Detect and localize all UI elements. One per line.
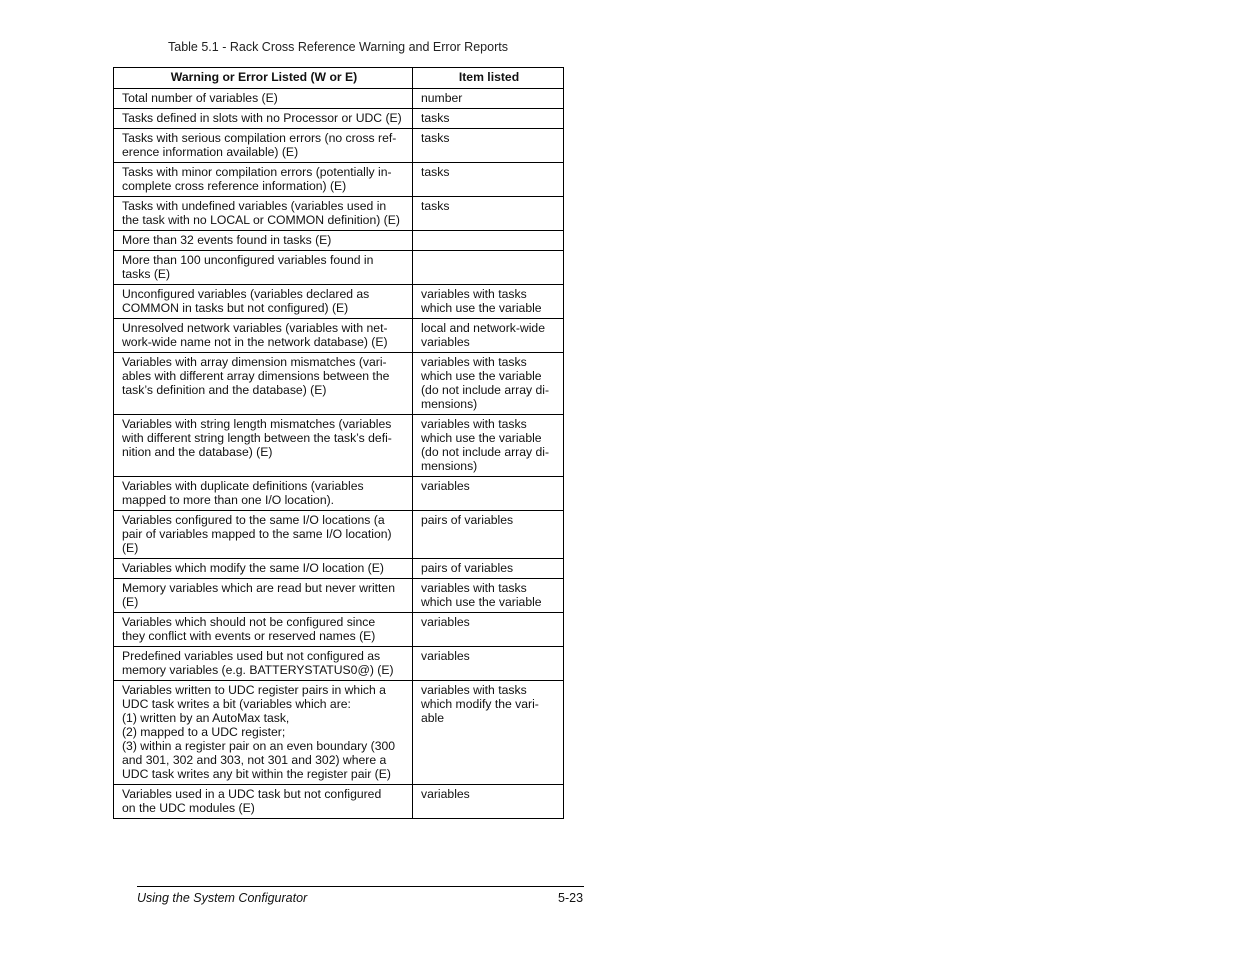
item-cell — [413, 231, 564, 251]
condition-cell: Unresolved network variables (variables with net- work-wide name not in the network database) (E) — [114, 319, 413, 353]
column-header-item: Item listed — [413, 68, 564, 89]
item-cell: pairs of variables — [413, 559, 564, 579]
condition-cell: Memory variables which are read but never written (E) — [114, 579, 413, 613]
item-cell: variables with tasks which use the variable (do not include array di- mensions) — [413, 353, 564, 415]
table-row — [114, 785, 564, 819]
item-cell: variables — [413, 785, 564, 819]
condition-cell: Variables with array dimension mismatches (vari- ables with different array dimensions between the task’s definition and the database) (E) — [114, 353, 413, 415]
table-body — [114, 89, 564, 819]
table-row — [114, 251, 564, 285]
item-cell: tasks — [413, 109, 564, 129]
condition-cell: Total number of variables (E) — [114, 89, 413, 109]
footer-section-title: Using the System Configurator — [137, 891, 308, 905]
item-cell: tasks — [413, 197, 564, 231]
column-header-condition: Warning or Error Listed (W or E) — [114, 68, 413, 89]
condition-cell: Variables configured to the same I/O locations (a pair of variables mapped to the same I/O location) (E) — [114, 511, 413, 559]
item-cell: variables with tasks which use the variable (do not include array di- mensions) — [413, 415, 564, 477]
item-cell: variables — [413, 477, 564, 511]
condition-cell: Unconfigured variables (variables declared as COMMON in tasks but not configured) (E) — [114, 285, 413, 319]
condition-cell: Tasks with undefined variables (variables used in the task with no LOCAL or COMMON definition) (E) — [114, 197, 413, 231]
condition-cell: Variables written to UDC register pairs in which a UDC task writes a bit (variables which are: (1) written by an AutoMax task, (2) mapped to a UDC register; (3) within a register pair on an even boundary (300 and 301, 302 and 303, not 301 and 302) where a UDC task writes any bit within the register pair (E) — [114, 681, 413, 785]
item-cell: variables with tasks which use the variable — [413, 579, 564, 613]
item-cell: variables with tasks which modify the vari- able — [413, 681, 564, 785]
condition-cell: More than 32 events found in tasks (E) — [114, 231, 413, 251]
item-cell: tasks — [413, 163, 564, 197]
condition-cell: Variables used in a UDC task but not configured on the UDC modules (E) — [114, 785, 413, 819]
table-row — [114, 647, 564, 681]
table-row — [114, 163, 564, 197]
table-row — [114, 285, 564, 319]
condition-cell: Tasks with minor compilation errors (potentially in- complete cross reference information) (E) — [114, 163, 413, 197]
table-row — [114, 353, 564, 415]
item-cell: variables — [413, 613, 564, 647]
condition-cell: More than 100 unconfigured variables found in tasks (E) — [114, 251, 413, 285]
condition-cell: Variables which modify the same I/O location (E) — [114, 559, 413, 579]
item-cell: number — [413, 89, 564, 109]
table-row — [114, 415, 564, 477]
table-row — [114, 109, 564, 129]
cross-reference-table — [113, 67, 564, 819]
table-row — [114, 579, 564, 613]
page-number: 5-23 — [558, 891, 584, 905]
table-row — [114, 511, 564, 559]
table-caption: Table 5.1 - Rack Cross Reference Warning and Error Reports — [168, 40, 508, 54]
condition-cell: Tasks defined in slots with no Processor or UDC (E) — [114, 109, 413, 129]
table-row — [114, 681, 564, 785]
condition-cell: Variables with duplicate definitions (variables mapped to more than one I/O location). — [114, 477, 413, 511]
condition-cell: Variables which should not be configured since they conflict with events or reserved names (E) — [114, 613, 413, 647]
table-row — [114, 231, 564, 251]
table-row — [114, 559, 564, 579]
condition-cell: Variables with string length mismatches (variables with different string length between the task’s defi- nition and the database) (E) — [114, 415, 413, 477]
condition-cell: Predefined variables used but not configured as memory variables (e.g. BATTERYSTATUS0@) (E) — [114, 647, 413, 681]
item-cell — [413, 251, 564, 285]
table-row — [114, 129, 564, 163]
item-cell: variables with tasks which use the variable — [413, 285, 564, 319]
item-cell: pairs of variables — [413, 511, 564, 559]
table-row — [114, 477, 564, 511]
item-cell: variables — [413, 647, 564, 681]
condition-cell: Tasks with serious compilation errors (no cross ref- erence information available) (E) — [114, 129, 413, 163]
table-header-row — [114, 68, 564, 89]
item-cell: local and network-wide variables — [413, 319, 564, 353]
table-row — [114, 197, 564, 231]
table-row — [114, 89, 564, 109]
table-row — [114, 613, 564, 647]
footer-rule — [137, 886, 584, 887]
item-cell: tasks — [413, 129, 564, 163]
table-row — [114, 319, 564, 353]
